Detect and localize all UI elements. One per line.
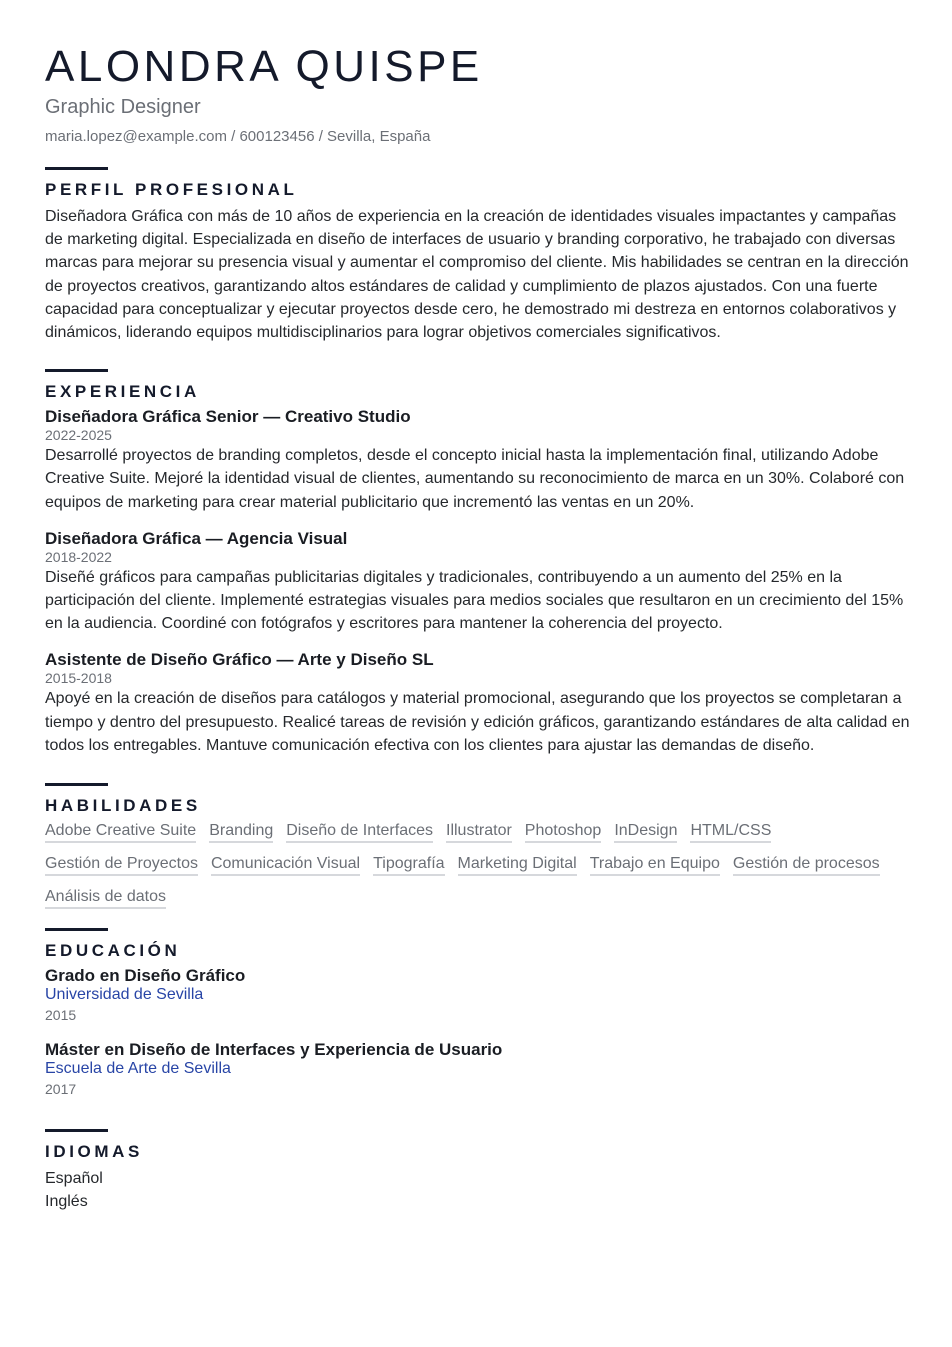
skill-tag: Marketing Digital xyxy=(458,854,577,876)
job-dates: 2022-2025 xyxy=(45,427,112,444)
graduation-year: 2017 xyxy=(45,1081,77,1098)
job-description: Diseñé gráficos para campañas publicitarias digitales y tradicionales, contribuyendo a un aumento del 25% en la participación del cliente. Implementé estrategias visuales para medios sociales que resultaron en un crecimiento del 15% en la audiencia. Coordiné con fotógrafos y escritores para mantener la coherencia del proyecto. xyxy=(45,568,904,633)
school-name: Escuela de Arte de Sevilla xyxy=(45,1060,231,1078)
skill-tag: HTML/CSS xyxy=(690,821,771,843)
section-profile xyxy=(45,167,910,344)
job-dates: 2018-2022 xyxy=(45,548,112,565)
skill-tag: Gestión de Proyectos xyxy=(45,854,198,876)
job-title: Asistente de Diseño Gráfico — Arte y Diseño SL xyxy=(45,650,434,670)
section-divider xyxy=(45,369,108,372)
job-title: Diseñadora Gráfica Senior — Creativo Studio xyxy=(45,407,411,427)
degree-title: Máster en Diseño de Interfaces y Experiencia de Usuario xyxy=(45,1040,503,1060)
languages-list xyxy=(45,1167,910,1213)
education-entry xyxy=(45,1040,910,1099)
section-title-education: EDUCACIÓN xyxy=(45,941,181,961)
contact-line: maria.lopez@example.com / 600123456 / Sevilla, España xyxy=(45,128,431,145)
language-item: Español xyxy=(45,1170,103,1188)
section-divider xyxy=(45,783,108,786)
language-item: Inglés xyxy=(45,1193,88,1211)
section-title-experience: EXPERIENCIA xyxy=(45,382,200,402)
degree-title: Grado en Diseño Gráfico xyxy=(45,966,246,986)
skill-tag: Gestión de procesos xyxy=(733,854,880,876)
section-skills xyxy=(45,783,910,920)
candidate-role: Graphic Designer xyxy=(45,96,201,118)
skill-tag: Illustrator xyxy=(446,821,512,843)
section-divider xyxy=(45,167,108,170)
job-title: Diseñadora Gráfica — Agencia Visual xyxy=(45,528,348,548)
section-title-skills: HABILIDADES xyxy=(45,796,201,816)
graduation-year: 2015 xyxy=(45,1007,77,1024)
skill-tag: Diseño de Interfaces xyxy=(286,821,433,843)
job-entry xyxy=(45,529,910,636)
skill-tag: Análisis de datos xyxy=(45,887,166,909)
profile-text: Diseñadora Gráfica con más de 10 años de experiencia en la creación de identidades visuales impactantes y campañas de marketing digital. Especializada en diseño de interfaces de usuario y branding corporativo, he trabajado con diversas marcas para mejorar su presencia visual y aumentar el compromiso del cliente. Mis habilidades se centran en la dirección de proyectos creativos, garantizando altos estándares de calidad y cumplimiento de plazos ajustados. Con una fuerte capacidad para conceptualizar y ejecutar proyectos desde cero, he demostrado mi destreza en entornos colaborativos y dinámicos, liderando equipos multidisciplinarios para lograr objetivos comerciales significativos. xyxy=(45,208,909,342)
skill-tag: Photoshop xyxy=(525,821,602,843)
job-dates: 2015-2018 xyxy=(45,670,112,687)
section-education xyxy=(45,928,910,1099)
job-entry xyxy=(45,650,910,757)
section-languages xyxy=(45,1129,910,1213)
skill-tag: InDesign xyxy=(614,821,677,843)
skill-tag: Trabajo en Equipo xyxy=(590,854,720,876)
job-description: Apoyé en la creación de diseños para catálogos y material promocional, asegurando que los proyectos se completaran a tiempo y dentro del presupuesto. Realicé tareas de revisión y edición gráficos, garantizando estándares de alta calidad en todos los entregables. Mantuve comunicación efectiva con los clientes para ajustar las demandas de diseño. xyxy=(45,690,910,754)
candidate-name: ALONDRA QUISPE xyxy=(45,42,483,91)
school-name: Universidad de Sevilla xyxy=(45,986,204,1004)
section-divider xyxy=(45,1129,108,1132)
section-experience xyxy=(45,369,910,757)
section-title-profile: PERFIL PROFESIONAL xyxy=(45,180,298,199)
skills-list xyxy=(45,821,915,920)
skill-tag: Branding xyxy=(209,821,273,843)
section-divider xyxy=(45,928,108,931)
skill-tag: Adobe Creative Suite xyxy=(45,821,196,843)
education-entry xyxy=(45,966,910,1025)
skill-tag: Tipografía xyxy=(373,854,444,876)
resume-page xyxy=(45,40,910,1213)
skill-tag: Comunicación Visual xyxy=(211,854,360,876)
job-entry xyxy=(45,407,910,514)
section-title-languages: IDIOMAS xyxy=(45,1142,143,1162)
job-description: Desarrollé proyectos de branding completos, desde el concepto inicial hasta la implementación final, utilizando Adobe Creative Suite. Mejoré la identidad visual de clientes, aumentando su reconocimiento de marca en un 30%. Colaboré con equipos de marketing para crear material publicitario que incrementó las ventas en un 20%. xyxy=(45,447,905,511)
